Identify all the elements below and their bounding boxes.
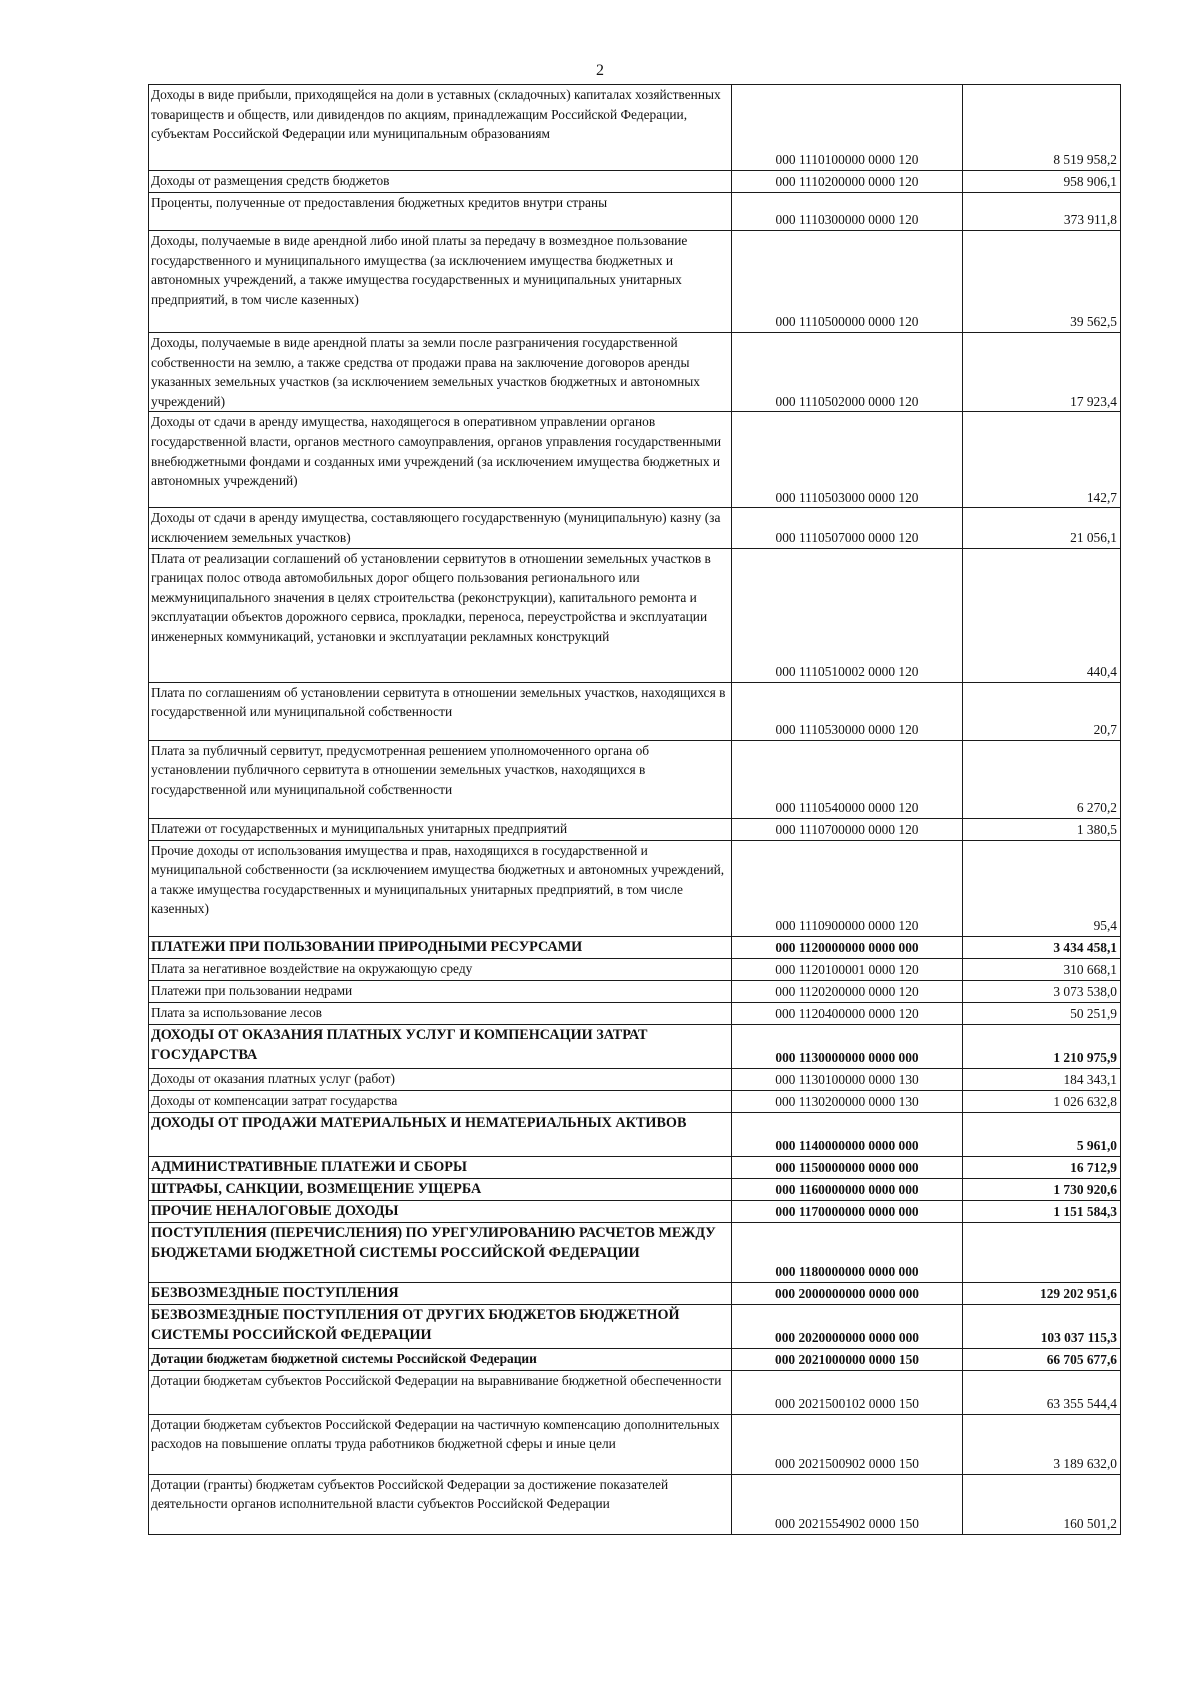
table-row [149, 1156, 1121, 1178]
row-code-cell: 000 1130100000 0000 130 [732, 1068, 963, 1090]
table-row [149, 1282, 1121, 1304]
table-row [149, 740, 1121, 818]
row-name-cell: Дотации (гранты) бюджетам субъектов Российской Федерации за достижение показателей деятельности органов исполнительной власти субъектов Российской Федерации [149, 1474, 732, 1534]
table-row [149, 1222, 1121, 1282]
row-name-cell: ПЛАТЕЖИ ПРИ ПОЛЬЗОВАНИИ ПРИРОДНЫМИ РЕСУРСАМИ [149, 936, 732, 958]
row-name-cell: Доходы от сдачи в аренду имущества, находящегося в оперативном управлении органов государственной власти, органов местного самоуправления, органов управления государственными внебюджетными фондами и созданных ими учреждений (за исключением имущества бюджетных и автономных учреждений) [149, 412, 732, 508]
row-amount-cell: 39 562,5 [963, 231, 1121, 333]
row-name-cell: Доходы, получаемые в виде арендной либо иной платы за передачу в возмездное пользование государственного и муниципального имущества (за исключением имущества бюджетных и автономных учреждений, а также имущества государственных и муниципальных унитарных предприятий, в том числе казенных) [149, 231, 732, 333]
row-code-cell: 000 1160000000 0000 000 [732, 1178, 963, 1200]
row-code-cell: 000 2021500102 0000 150 [732, 1370, 963, 1414]
table-row [149, 1002, 1121, 1024]
row-name-cell: ПОСТУПЛЕНИЯ (ПЕРЕЧИСЛЕНИЯ) ПО УРЕГУЛИРОВАНИЮ РАСЧЕТОВ МЕЖДУ БЮДЖЕТАМИ БЮДЖЕТНОЙ СИСТЕМЫ РОССИЙСКОЙ ФЕДЕРАЦИИ [149, 1222, 732, 1282]
table-row [149, 682, 1121, 740]
row-code-cell: 000 2020000000 0000 000 [732, 1304, 963, 1348]
row-code-cell: 000 1120000000 0000 000 [732, 936, 963, 958]
row-amount-cell: 17 923,4 [963, 333, 1121, 412]
row-amount-cell: 5 961,0 [963, 1112, 1121, 1156]
row-name-cell: ДОХОДЫ ОТ ПРОДАЖИ МАТЕРИАЛЬНЫХ И НЕМАТЕРИАЛЬНЫХ АКТИВОВ [149, 1112, 732, 1156]
row-name-cell: Доходы от компенсации затрат государства [149, 1090, 732, 1112]
table-row [149, 1024, 1121, 1068]
table-row [149, 231, 1121, 333]
row-code-cell: 000 1110700000 0000 120 [732, 818, 963, 840]
row-name-cell: Дотации бюджетам бюджетной системы Российской Федерации [149, 1348, 732, 1370]
table-row [149, 1068, 1121, 1090]
row-amount-cell: 440,4 [963, 548, 1121, 682]
row-code-cell: 000 1170000000 0000 000 [732, 1200, 963, 1222]
row-amount-cell: 3 073 538,0 [963, 980, 1121, 1002]
row-code-cell: 000 1110300000 0000 120 [732, 193, 963, 231]
row-code-cell: 000 1150000000 0000 000 [732, 1156, 963, 1178]
row-name-cell: Доходы от размещения средств бюджетов [149, 171, 732, 193]
row-name-cell: Плата за негативное воздействие на окружающую среду [149, 958, 732, 980]
row-name-cell: Платежи от государственных и муниципальных унитарных предприятий [149, 818, 732, 840]
table-row [149, 1200, 1121, 1222]
row-amount-cell: 160 501,2 [963, 1474, 1121, 1534]
revenue-table [148, 84, 1121, 1535]
row-name-cell: Проценты, полученные от предоставления бюджетных кредитов внутри страны [149, 193, 732, 231]
row-amount-cell: 1 210 975,9 [963, 1024, 1121, 1068]
row-amount-cell: 1 151 584,3 [963, 1200, 1121, 1222]
table-row [149, 1474, 1121, 1534]
row-name-cell: Плата за публичный сервитут, предусмотренная решением уполномоченного органа об установлении публичного сервитута в отношении земельных участков, находящихся в государственной или муниципальной собственности [149, 740, 732, 818]
row-code-cell: 000 1110507000 0000 120 [732, 508, 963, 548]
row-code-cell: 000 1130000000 0000 000 [732, 1024, 963, 1068]
row-amount-cell: 6 270,2 [963, 740, 1121, 818]
table-row [149, 193, 1121, 231]
row-name-cell: Доходы от оказания платных услуг (работ) [149, 1068, 732, 1090]
table-row [149, 1178, 1121, 1200]
table-row [149, 1090, 1121, 1112]
row-code-cell: 000 1110503000 0000 120 [732, 412, 963, 508]
row-amount-cell: 1 730 920,6 [963, 1178, 1121, 1200]
row-name-cell: БЕЗВОЗМЕЗДНЫЕ ПОСТУПЛЕНИЯ [149, 1282, 732, 1304]
table-row [149, 333, 1121, 412]
row-name-cell: Доходы в виде прибыли, приходящейся на доли в уставных (складочных) капиталах хозяйственных товариществ и обществ, или дивидендов по акциям, принадлежащим Российской Федерации, субъектам Российской Федерации или муниципальным образованиям [149, 85, 732, 171]
row-name-cell: Доходы от сдачи в аренду имущества, составляющего государственную (муниципальную) казну (за исключением земельных участков) [149, 508, 732, 548]
row-amount-cell: 63 355 544,4 [963, 1370, 1121, 1414]
row-amount-cell: 21 056,1 [963, 508, 1121, 548]
row-code-cell: 000 1120400000 0000 120 [732, 1002, 963, 1024]
row-code-cell: 000 1110900000 0000 120 [732, 840, 963, 936]
row-code-cell: 000 1120100001 0000 120 [732, 958, 963, 980]
row-name-cell: Дотации бюджетам субъектов Российской Федерации на частичную компенсацию дополнительных расходов на повышение оплаты труда работников бюджетной сферы и иные цели [149, 1414, 732, 1474]
table-row [149, 412, 1121, 508]
row-name-cell: Доходы, получаемые в виде арендной платы за земли после разграничения государственной собственности на землю, а также средства от продажи права на заключение договоров аренды указанных земельных участков (за исключением земельных участков бюджетных и автономных учреждений) [149, 333, 732, 412]
table-row [149, 936, 1121, 958]
row-name-cell: Дотации бюджетам субъектов Российской Федерации на выравнивание бюджетной обеспеченности [149, 1370, 732, 1414]
revenue-table-body [149, 85, 1121, 1535]
row-amount-cell: 958 906,1 [963, 171, 1121, 193]
row-code-cell: 000 1110510002 0000 120 [732, 548, 963, 682]
table-row [149, 171, 1121, 193]
table-row [149, 548, 1121, 682]
row-amount-cell: 103 037 115,3 [963, 1304, 1121, 1348]
row-code-cell: 000 1180000000 0000 000 [732, 1222, 963, 1282]
row-amount-cell: 16 712,9 [963, 1156, 1121, 1178]
table-row [149, 1414, 1121, 1474]
row-amount-cell: 129 202 951,6 [963, 1282, 1121, 1304]
table-row [149, 818, 1121, 840]
row-name-cell: БЕЗВОЗМЕЗДНЫЕ ПОСТУПЛЕНИЯ ОТ ДРУГИХ БЮДЖЕТОВ БЮДЖЕТНОЙ СИСТЕМЫ РОССИЙСКОЙ ФЕДЕРАЦИИ [149, 1304, 732, 1348]
row-code-cell: 000 1130200000 0000 130 [732, 1090, 963, 1112]
row-amount-cell: 3 189 632,0 [963, 1414, 1121, 1474]
table-row [149, 980, 1121, 1002]
row-amount-cell: 20,7 [963, 682, 1121, 740]
row-code-cell: 000 2021000000 0000 150 [732, 1348, 963, 1370]
row-code-cell: 000 1110200000 0000 120 [732, 171, 963, 193]
row-amount-cell: 8 519 958,2 [963, 85, 1121, 171]
row-code-cell: 000 1110500000 0000 120 [732, 231, 963, 333]
table-row [149, 1348, 1121, 1370]
row-code-cell: 000 1110502000 0000 120 [732, 333, 963, 412]
row-name-cell: Прочие доходы от использования имущества и прав, находящихся в государственной и муниципальной собственности (за исключением имущества бюджетных и автономных учреждений, а также имущества государственных и муниципальных унитарных предприятий, в том числе казенных) [149, 840, 732, 936]
row-amount-cell: 95,4 [963, 840, 1121, 936]
row-amount-cell: 142,7 [963, 412, 1121, 508]
row-amount-cell: 50 251,9 [963, 1002, 1121, 1024]
row-amount-cell: 66 705 677,6 [963, 1348, 1121, 1370]
row-amount-cell: 184 343,1 [963, 1068, 1121, 1090]
row-code-cell: 000 2021554902 0000 150 [732, 1474, 963, 1534]
row-code-cell: 000 1120200000 0000 120 [732, 980, 963, 1002]
row-code-cell: 000 2021500902 0000 150 [732, 1414, 963, 1474]
table-row [149, 1304, 1121, 1348]
row-amount-cell: 373 911,8 [963, 193, 1121, 231]
table-row [149, 1370, 1121, 1414]
table-row [149, 840, 1121, 936]
row-amount-cell: 1 026 632,8 [963, 1090, 1121, 1112]
row-name-cell: АДМИНИСТРАТИВНЫЕ ПЛАТЕЖИ И СБОРЫ [149, 1156, 732, 1178]
row-amount-cell [963, 1222, 1121, 1282]
row-code-cell: 000 1110540000 0000 120 [732, 740, 963, 818]
row-amount-cell: 1 380,5 [963, 818, 1121, 840]
row-name-cell: ПРОЧИЕ НЕНАЛОГОВЫЕ ДОХОДЫ [149, 1200, 732, 1222]
row-amount-cell: 310 668,1 [963, 958, 1121, 980]
row-code-cell: 000 2000000000 0000 000 [732, 1282, 963, 1304]
page-number: 2 [596, 62, 604, 79]
row-name-cell: Платежи при пользовании недрами [149, 980, 732, 1002]
table-row [149, 508, 1121, 548]
row-code-cell: 000 1110100000 0000 120 [732, 85, 963, 171]
row-code-cell: 000 1140000000 0000 000 [732, 1112, 963, 1156]
row-code-cell: 000 1110530000 0000 120 [732, 682, 963, 740]
row-name-cell: Плата за использование лесов [149, 1002, 732, 1024]
row-name-cell: Плата по соглашениям об установлении сервитута в отношении земельных участков, находящихся в государственной или муниципальной собственности [149, 682, 732, 740]
row-name-cell: ШТРАФЫ, САНКЦИИ, ВОЗМЕЩЕНИЕ УЩЕРБА [149, 1178, 732, 1200]
row-name-cell: ДОХОДЫ ОТ ОКАЗАНИЯ ПЛАТНЫХ УСЛУГ И КОМПЕНСАЦИИ ЗАТРАТ ГОСУДАРСТВА [149, 1024, 732, 1068]
row-amount-cell: 3 434 458,1 [963, 936, 1121, 958]
row-name-cell: Плата от реализации соглашений об установлении сервитутов в отношении земельных участков в границах полос отвода автомобильных дорог общего пользования регионального или межмуниципального значения в целях строительства (реконструкции), капитального ремонта и эксплуатации объектов дорожного сервиса, прокладки, переноса, переустройства и эксплуатации инженерных коммуникаций, установки и эксплуатации рекламных конструкций [149, 548, 732, 682]
table-row [149, 85, 1121, 171]
table-row [149, 1112, 1121, 1156]
table-row [149, 958, 1121, 980]
